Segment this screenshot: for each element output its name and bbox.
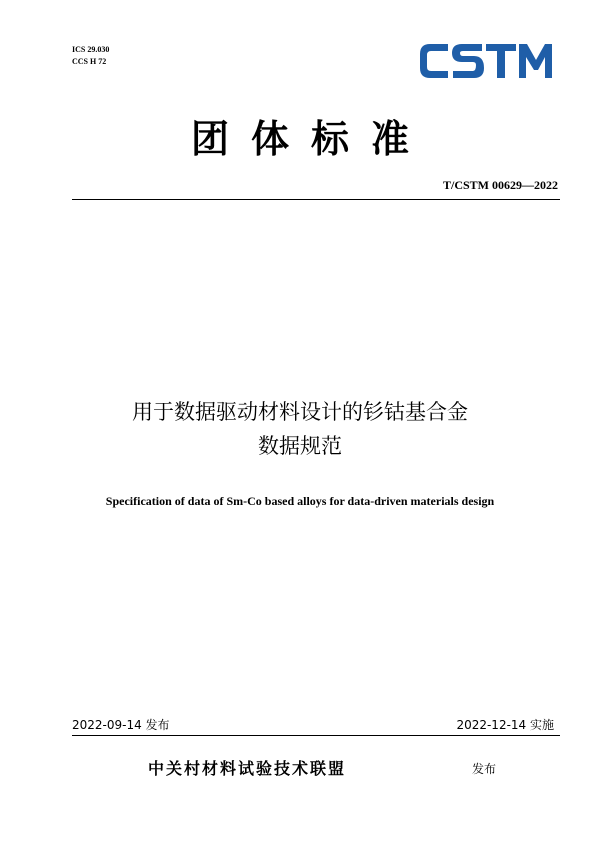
- title-english: Specification of data of Sm-Co based alloys for data-driven materials design: [105, 494, 495, 508]
- implementation-date: 2022-12-14 实施: [456, 718, 554, 732]
- footer-divider: [72, 735, 560, 736]
- ics-code: ICS 29.030: [72, 45, 110, 54]
- publish-label: 发布: [472, 762, 497, 776]
- ccs-code: CCS H 72: [72, 57, 107, 66]
- standard-number: T/CSTM 00629—2022: [442, 178, 558, 192]
- title-chinese-line-1: 用于数据驱动材料设计的钐钴基合金: [132, 400, 468, 424]
- cstm-logo-letters: [420, 44, 552, 78]
- classification-codes: [72, 44, 109, 68]
- title-chinese-line-2: 数据规范: [258, 434, 342, 458]
- cstm-logo: [418, 40, 554, 82]
- issue-date: 2022-09-14 发布: [72, 718, 170, 732]
- document-type-heading: 团体标准: [190, 117, 431, 161]
- header-divider: [72, 199, 560, 200]
- publisher-name: 中关村材料试验技术联盟: [148, 759, 347, 778]
